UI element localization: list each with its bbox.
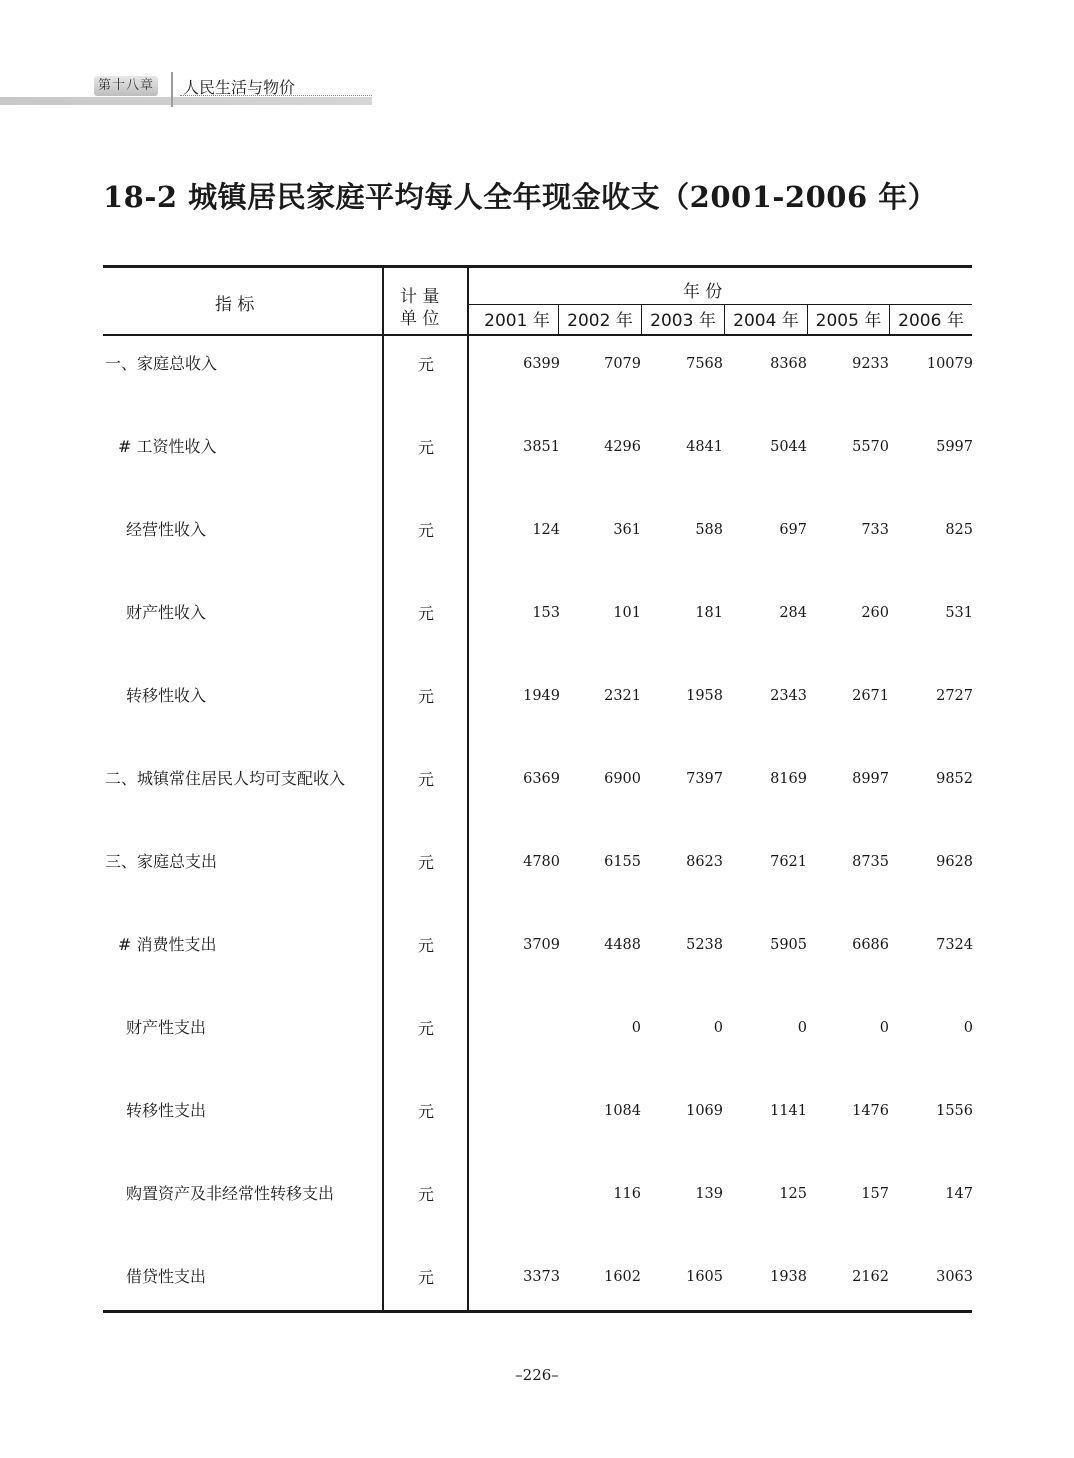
table-cell: 825 xyxy=(945,522,973,538)
table-cell: 1958 xyxy=(686,688,723,704)
table-cell: 588 xyxy=(695,522,723,538)
table-cell: 7621 xyxy=(770,854,807,870)
table-cell: 5044 xyxy=(770,439,807,455)
table-cell: 101 xyxy=(613,605,641,621)
table-cell: 5570 xyxy=(852,439,889,455)
table-cell: 4488 xyxy=(604,937,641,953)
table-cell: 157 xyxy=(861,1186,889,1202)
table-cell: 4841 xyxy=(686,439,723,455)
row-label: 经营性收入 xyxy=(126,520,207,539)
table-cell: 4780 xyxy=(523,854,560,870)
year-group-header: 年 份 xyxy=(683,282,723,302)
row-unit: 元 xyxy=(417,687,434,706)
table-cell: 0 xyxy=(713,1020,723,1036)
indicator-header: 指 标 xyxy=(215,295,255,315)
table-cell: 733 xyxy=(861,522,889,538)
table-cell: 1069 xyxy=(686,1103,723,1119)
table-cell: 9852 xyxy=(936,771,973,787)
table-cell: 1938 xyxy=(770,1269,807,1285)
table-cell: 3851 xyxy=(523,439,560,455)
table-cell: 6155 xyxy=(604,854,641,870)
table-cell: 1602 xyxy=(604,1269,641,1285)
table-cell: 7568 xyxy=(686,356,723,372)
year-header-2004: 2004 年 xyxy=(733,311,799,331)
year-header-rule xyxy=(468,304,972,305)
table-cell: 147 xyxy=(945,1186,973,1202)
chapter-header-bar xyxy=(0,97,372,105)
table-cell: 2727 xyxy=(936,688,973,704)
table-cell: 1949 xyxy=(523,688,560,704)
table-cell: 7079 xyxy=(604,356,641,372)
table-top-rule xyxy=(103,265,972,268)
table-cell: 9233 xyxy=(852,356,889,372)
table-cell: 0 xyxy=(879,1020,889,1036)
table-cell: 2343 xyxy=(770,688,807,704)
table-cell: 2162 xyxy=(852,1269,889,1285)
table-cell: 1141 xyxy=(770,1103,807,1119)
row-label: 转移性收入 xyxy=(126,686,207,705)
table-cell: 6369 xyxy=(523,771,560,787)
row-label: 一、家庭总收入 xyxy=(105,354,218,373)
row-label: 财产性支出 xyxy=(126,1018,207,1037)
table-cell: 3709 xyxy=(523,937,560,953)
table-cell: 116 xyxy=(613,1186,641,1202)
row-unit: 元 xyxy=(417,1102,434,1121)
row-unit: 元 xyxy=(417,1185,434,1204)
row-unit: 元 xyxy=(417,853,434,872)
year-header-2005: 2005 年 xyxy=(815,311,882,331)
table-cell: 284 xyxy=(779,605,807,621)
row-label: 借贷性支出 xyxy=(126,1267,207,1286)
year-header-2006: 2006 年 xyxy=(898,311,964,331)
table-cell: 8735 xyxy=(852,854,889,870)
table-cell: 2671 xyxy=(852,688,889,704)
row-unit: 元 xyxy=(417,1019,434,1038)
table-cell: 8997 xyxy=(852,771,889,787)
table-cell: 5997 xyxy=(936,439,973,455)
table-cell: 8623 xyxy=(686,854,723,870)
table-cell: 8368 xyxy=(770,356,807,372)
table-cell: 139 xyxy=(695,1186,723,1202)
table-cell: 1556 xyxy=(936,1103,973,1119)
table-cell: 3373 xyxy=(523,1269,560,1285)
row-label: 购置资产及非经常性转移支出 xyxy=(126,1184,335,1203)
row-unit: 元 xyxy=(417,604,434,623)
page-title: 18-2 城镇居民家庭平均每人全年现金收支（2001-2006 年） xyxy=(103,180,938,214)
chapter-separator xyxy=(171,72,173,107)
table-cell: 6900 xyxy=(604,771,641,787)
table-cell: 1084 xyxy=(604,1103,641,1119)
row-unit: 元 xyxy=(417,355,434,374)
row-label: # 消费性支出 xyxy=(118,935,217,954)
row-unit: 元 xyxy=(417,1268,434,1287)
row-unit: 元 xyxy=(417,936,434,955)
table-cell: 10079 xyxy=(926,356,973,372)
table-cell: 531 xyxy=(945,605,973,621)
table-cell: 9628 xyxy=(936,854,973,870)
page-number: –226– xyxy=(515,1366,559,1384)
table-cell: 6399 xyxy=(523,356,560,372)
row-unit: 元 xyxy=(417,521,434,540)
table-cell: 5905 xyxy=(770,937,807,953)
table-cell: 7324 xyxy=(936,937,973,953)
table-cell: 1476 xyxy=(852,1103,889,1119)
header-bottom-rule xyxy=(103,334,972,336)
row-label: 二、城镇常住居民人均可支配收入 xyxy=(105,769,346,788)
year-header-2002: 2002 年 xyxy=(567,311,633,331)
row-unit: 元 xyxy=(417,770,434,789)
table-cell: 1605 xyxy=(686,1269,723,1285)
table-cell: 7397 xyxy=(686,771,723,787)
table-cell: 4296 xyxy=(604,439,641,455)
year-header-2003: 2003 年 xyxy=(650,311,716,331)
table-cell: 6686 xyxy=(852,937,889,953)
table-cell: 0 xyxy=(631,1020,641,1036)
table-cell: 697 xyxy=(779,522,807,538)
table-cell: 8169 xyxy=(770,771,807,787)
table-cell: 3063 xyxy=(936,1269,973,1285)
chapter-title: 人民生活与物价 xyxy=(183,78,296,97)
unit-header-line-1: 计 量 xyxy=(400,287,440,307)
year-header-2001: 2001 年 xyxy=(484,311,550,331)
unit-header-line-2: 单 位 xyxy=(400,309,440,329)
table-cell: 260 xyxy=(861,605,889,621)
row-label: # 工资性收入 xyxy=(118,437,217,456)
row-label: 三、家庭总支出 xyxy=(105,852,218,871)
table-cell: 2321 xyxy=(604,688,641,704)
table-cell: 181 xyxy=(695,605,723,621)
row-label: 转移性支出 xyxy=(126,1101,207,1120)
chapter-badge: 第十八章 xyxy=(94,76,158,96)
table-cell: 0 xyxy=(797,1020,807,1036)
table-cell: 5238 xyxy=(686,937,723,953)
row-label: 财产性收入 xyxy=(126,603,207,622)
table-cell: 0 xyxy=(963,1020,973,1036)
table-cell: 124 xyxy=(532,522,560,538)
table-cell: 153 xyxy=(532,605,560,621)
table-bottom-rule xyxy=(103,1310,972,1313)
row-unit: 元 xyxy=(417,438,434,457)
table-cell: 361 xyxy=(613,522,641,538)
table-cell: 125 xyxy=(779,1186,807,1202)
